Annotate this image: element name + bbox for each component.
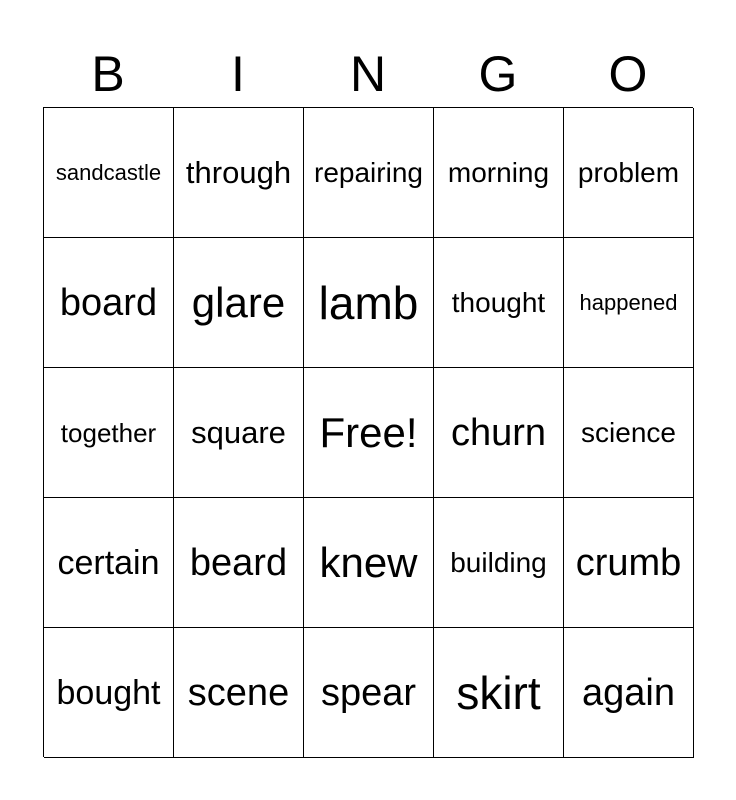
bingo-cell[interactable]: spear bbox=[304, 628, 434, 758]
bingo-cell[interactable]: crumb bbox=[564, 498, 694, 628]
bingo-cell[interactable]: together bbox=[44, 368, 174, 498]
bingo-cell[interactable]: knew bbox=[304, 498, 434, 628]
bingo-cell[interactable]: building bbox=[434, 498, 564, 628]
bingo-cell[interactable]: lamb bbox=[304, 238, 434, 368]
bingo-cell[interactable]: churn bbox=[434, 368, 564, 498]
bingo-cell[interactable]: bought bbox=[44, 628, 174, 758]
bingo-cell[interactable]: certain bbox=[44, 498, 174, 628]
bingo-cell[interactable]: morning bbox=[434, 108, 564, 238]
header-letter-g: G bbox=[478, 46, 518, 102]
bingo-cell[interactable]: board bbox=[44, 238, 174, 368]
bingo-cell[interactable]: beard bbox=[174, 498, 304, 628]
bingo-cell[interactable]: problem bbox=[564, 108, 694, 238]
bingo-cell[interactable]: through bbox=[174, 108, 304, 238]
bingo-cell[interactable]: happened bbox=[564, 238, 694, 368]
bingo-cell[interactable]: skirt bbox=[434, 628, 564, 758]
bingo-cell[interactable]: repairing bbox=[304, 108, 434, 238]
header-letter-b: B bbox=[91, 46, 125, 102]
bingo-cell free-space[interactable]: Free! bbox=[304, 368, 434, 498]
header-letter-n: N bbox=[349, 46, 387, 102]
bingo-board bbox=[43, 107, 693, 757]
bingo-cell[interactable]: sandcastle bbox=[44, 108, 174, 238]
bingo-cell[interactable]: thought bbox=[434, 238, 564, 368]
header-letter-o: O bbox=[608, 46, 648, 102]
bingo-header bbox=[43, 40, 693, 108]
bingo-cell[interactable]: science bbox=[564, 368, 694, 498]
bingo-cell[interactable]: square bbox=[174, 368, 304, 498]
header-letter-i: I bbox=[231, 46, 245, 102]
bingo-cell[interactable]: again bbox=[564, 628, 694, 758]
bingo-cell[interactable]: glare bbox=[174, 238, 304, 368]
bingo-cell[interactable]: scene bbox=[174, 628, 304, 758]
